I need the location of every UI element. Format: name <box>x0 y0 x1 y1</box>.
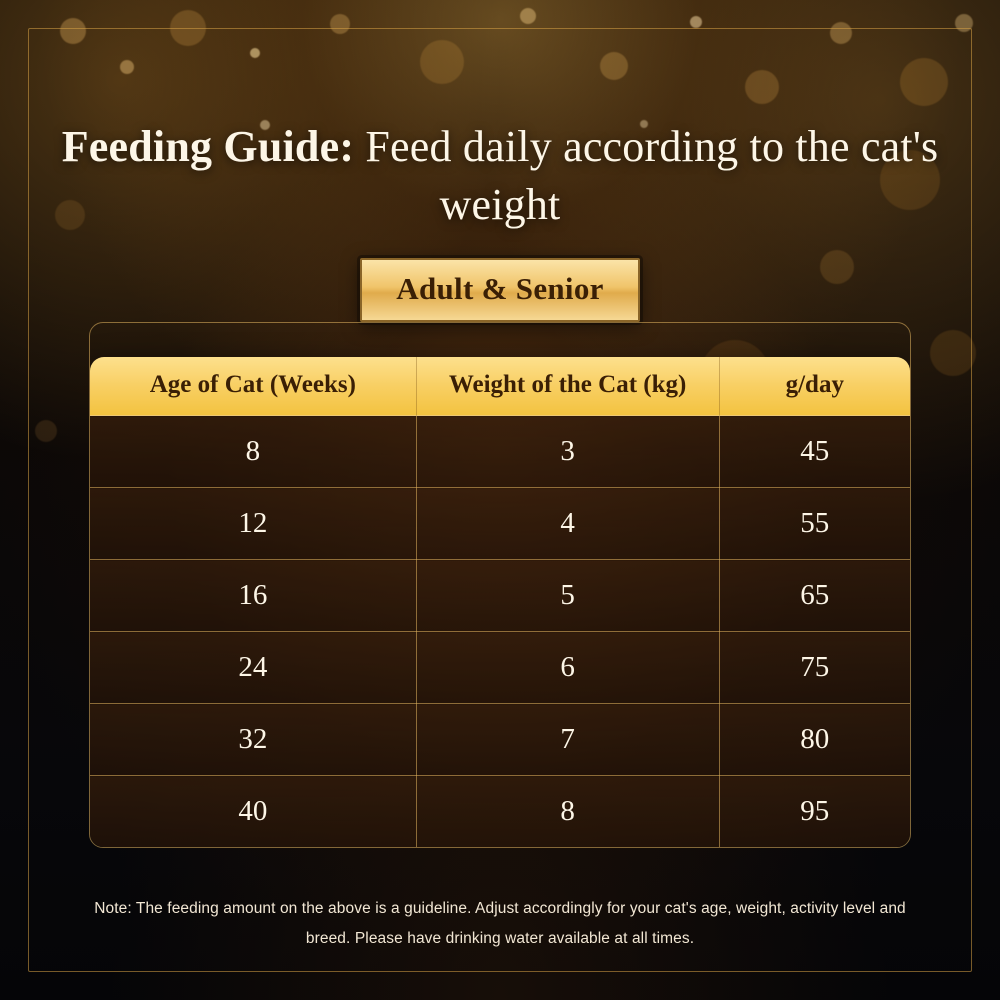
page-title-emphasis: Feeding Guide: <box>61 122 355 171</box>
cell-weight: 6 <box>416 632 719 704</box>
table-header <box>90 357 910 416</box>
cell-age: 24 <box>90 632 416 704</box>
page-title-rest: Feed daily according to the cat's weight <box>354 122 939 230</box>
cell-gday: 95 <box>719 776 910 848</box>
page-title <box>60 0 940 234</box>
cell-gday: 55 <box>719 488 910 560</box>
cell-age: 40 <box>90 776 416 848</box>
status-badge: Adult & Senior <box>360 258 639 322</box>
cell-gday: 45 <box>719 416 910 488</box>
table-header-gday: g/day <box>719 357 910 416</box>
feeding-table <box>90 357 910 847</box>
table-row <box>90 416 910 488</box>
feeding-table-container <box>89 322 911 848</box>
cell-gday: 75 <box>719 632 910 704</box>
table-row <box>90 632 910 704</box>
table-header-age: Age of Cat (Weeks) <box>90 357 416 416</box>
cell-weight: 7 <box>416 704 719 776</box>
cell-age: 16 <box>90 560 416 632</box>
table-body <box>90 416 910 848</box>
table-row <box>90 488 910 560</box>
cell-weight: 3 <box>416 416 719 488</box>
footnote: Note: The feeding amount on the above is a guideline. Adjust accordingly for your cat's age, weight, activity level and breed. Please have drinking water available at all times. <box>94 899 906 947</box>
cell-weight: 5 <box>416 560 719 632</box>
cell-gday: 65 <box>719 560 910 632</box>
table-header-row <box>90 357 910 416</box>
cell-weight: 8 <box>416 776 719 848</box>
badge-container <box>60 258 940 322</box>
cell-age: 12 <box>90 488 416 560</box>
cell-age: 8 <box>90 416 416 488</box>
cell-weight: 4 <box>416 488 719 560</box>
cell-age: 32 <box>90 704 416 776</box>
table-header-weight: Weight of the Cat (kg) <box>416 357 719 416</box>
cell-gday: 80 <box>719 704 910 776</box>
table-row <box>90 776 910 848</box>
table-row <box>90 560 910 632</box>
table-row <box>90 704 910 776</box>
